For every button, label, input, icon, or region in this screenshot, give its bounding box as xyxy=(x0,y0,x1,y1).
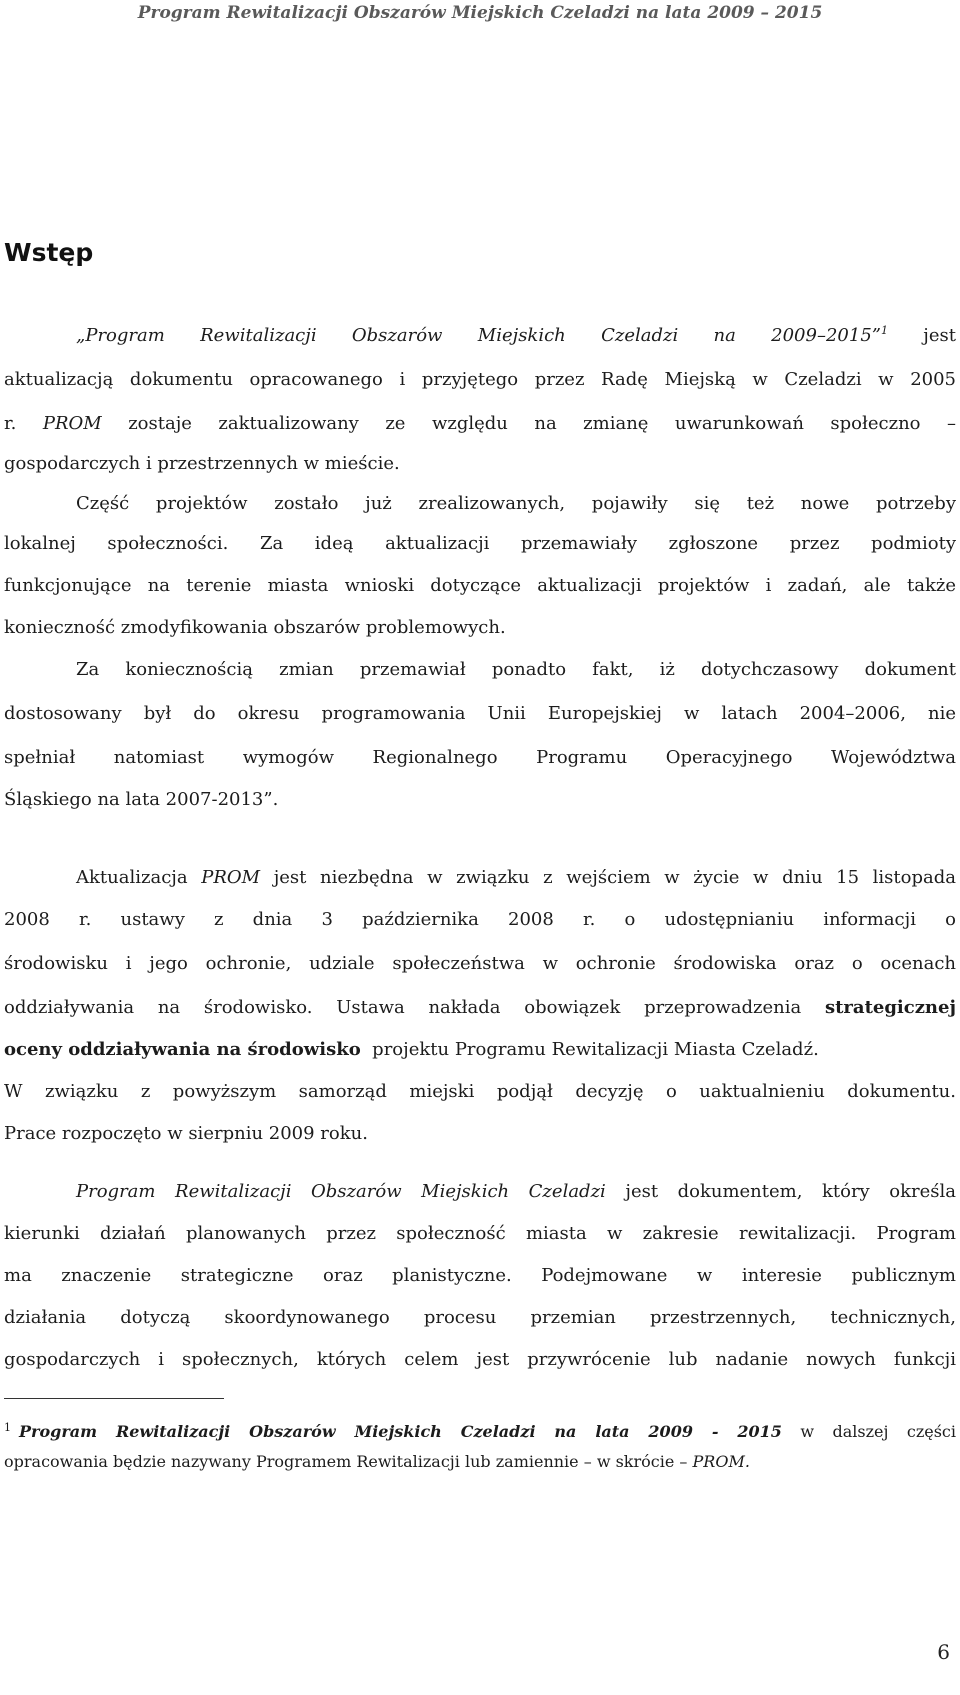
text-span: jest niezbędna w związku z wejściem w życie w dniu 15 listopada xyxy=(273,867,956,888)
footnote-separator xyxy=(4,1398,224,1399)
paragraph-line xyxy=(4,1030,956,1070)
text-span: Aktualizacja xyxy=(76,867,188,888)
paragraph-line: funkcjonujące na terenie miasta wnioski dotyczące aktualizacji projektów i zadań, ale także xyxy=(4,575,956,596)
opening-quote: „ xyxy=(76,325,86,346)
bold-text: oceny oddziaływania na środowisko xyxy=(4,1039,361,1060)
paragraph-line: gospodarczych i społecznych, których celem jest przywrócenie lub nadanie nowych funkcji xyxy=(4,1349,956,1370)
paragraph-line: Za koniecznością zmian przemawiał ponadto fakt, iż dotychczasowy dokument xyxy=(76,659,956,680)
paragraph-line: spełniał natomiast wymogów Regionalnego Programu Operacyjnego Województwa xyxy=(4,747,956,768)
text-span: 2008 r. ustawy z dnia 3 października 2008 r. xyxy=(4,909,596,930)
paragraph-line: kierunki działań planowanych przez społeczność miasta w zakresie rewitalizacji. Program xyxy=(4,1223,956,1244)
prom-abbrev: PROM xyxy=(42,413,102,434)
paragraph-line xyxy=(4,900,956,940)
footnote-line xyxy=(4,1448,956,1476)
paragraph-line xyxy=(76,316,956,356)
text-span: w dalszej części xyxy=(800,1422,957,1441)
prom-abbrev: PROM xyxy=(201,867,261,888)
program-title-italic: Program Rewitalizacji Obszarów Miejskich Czeladzi na 2009–2015” xyxy=(85,325,881,346)
paragraph-line xyxy=(4,404,956,444)
paragraph-line: Część projektów zostało już zrealizowanych, pojawiły się też nowe potrzeby xyxy=(76,493,956,514)
running-header: Program Rewitalizacji Obszarów Miejskich Czeladzi na lata 2009 – 2015 xyxy=(137,3,823,23)
paragraph-line xyxy=(76,858,956,898)
paragraph-line: gospodarczych i przestrzennych w mieście. xyxy=(4,453,400,474)
paragraph-line: ma znaczenie strategiczne oraz planistyczne. Podejmowane w interesie publicznym xyxy=(4,1265,956,1286)
text-span: opracowania będzie nazywany Programem Rewitalizacji lub zamiennie – w skrócie – xyxy=(4,1452,688,1471)
paragraph-line xyxy=(76,1172,956,1212)
paragraph-line: działania dotyczą skoordynowanego procesu przemian przestrzennych, technicznych, xyxy=(4,1307,956,1328)
paragraph-line: Śląskiego na lata 2007-2013”. xyxy=(4,789,279,810)
text-span: zostaje zaktualizowany ze względu na zmianę uwarunkowań społeczno – xyxy=(128,413,956,434)
text-span: oddziaływania na środowisko. Ustawa nakłada obowiązek przeprowadzenia xyxy=(4,997,802,1018)
paragraph-line: aktualizacją dokumentu opracowanego i przyjętego przez Radę Miejską w Czeladzi w 2005 xyxy=(4,369,956,390)
page-number: 6 xyxy=(937,1640,950,1664)
paragraph-line: Prace rozpoczęto w sierpniu 2009 roku. xyxy=(4,1123,368,1144)
text-span: projektu Programu Rewitalizacji Miasta Czeladź. xyxy=(372,1039,819,1060)
program-title-italic: Program Rewitalizacji Obszarów Miejskich Czeladzi xyxy=(76,1181,606,1202)
text-span: r. xyxy=(4,413,17,434)
text-span: lokalnej społeczności. xyxy=(4,533,229,554)
footnote-ref: 1 xyxy=(880,324,888,337)
paragraph-line: W związku z powyższym samorząd miejski podjął decyzję o uaktualnieniu dokumentu. xyxy=(4,1081,956,1102)
section-title: Wstęp xyxy=(4,238,94,267)
bold-text: strategicznej xyxy=(824,997,956,1018)
paragraph-line xyxy=(4,988,956,1028)
prom-abbrev: PROM. xyxy=(692,1452,750,1471)
text-span: jest xyxy=(923,325,956,346)
footnote-line xyxy=(4,1418,956,1446)
text-span: Za ideą aktualizacji przemawiały zgłoszone przez podmioty xyxy=(259,533,956,554)
paragraph-line xyxy=(4,524,956,564)
text-span: o xyxy=(945,909,956,930)
text-span: jest dokumentem, który określa xyxy=(625,1181,956,1202)
text-span: o udostępnianiu informacji xyxy=(624,909,916,930)
footnote-bold-title: Program Rewitalizacji Obszarów Miejskich Czeladzi na lata 2009 - 2015 xyxy=(19,1422,782,1441)
footnote-number: 1 xyxy=(4,1420,11,1434)
paragraph-line: konieczność zmodyfikowania obszarów problemowych. xyxy=(4,617,506,638)
paragraph-line: dostosowany był do okresu programowania Unii Europejskiej w latach 2004–2006, nie xyxy=(4,703,956,724)
paragraph-line: środowisku i jego ochronie, udziale społeczeństwa w ochronie środowiska oraz o ocenach xyxy=(4,953,956,974)
